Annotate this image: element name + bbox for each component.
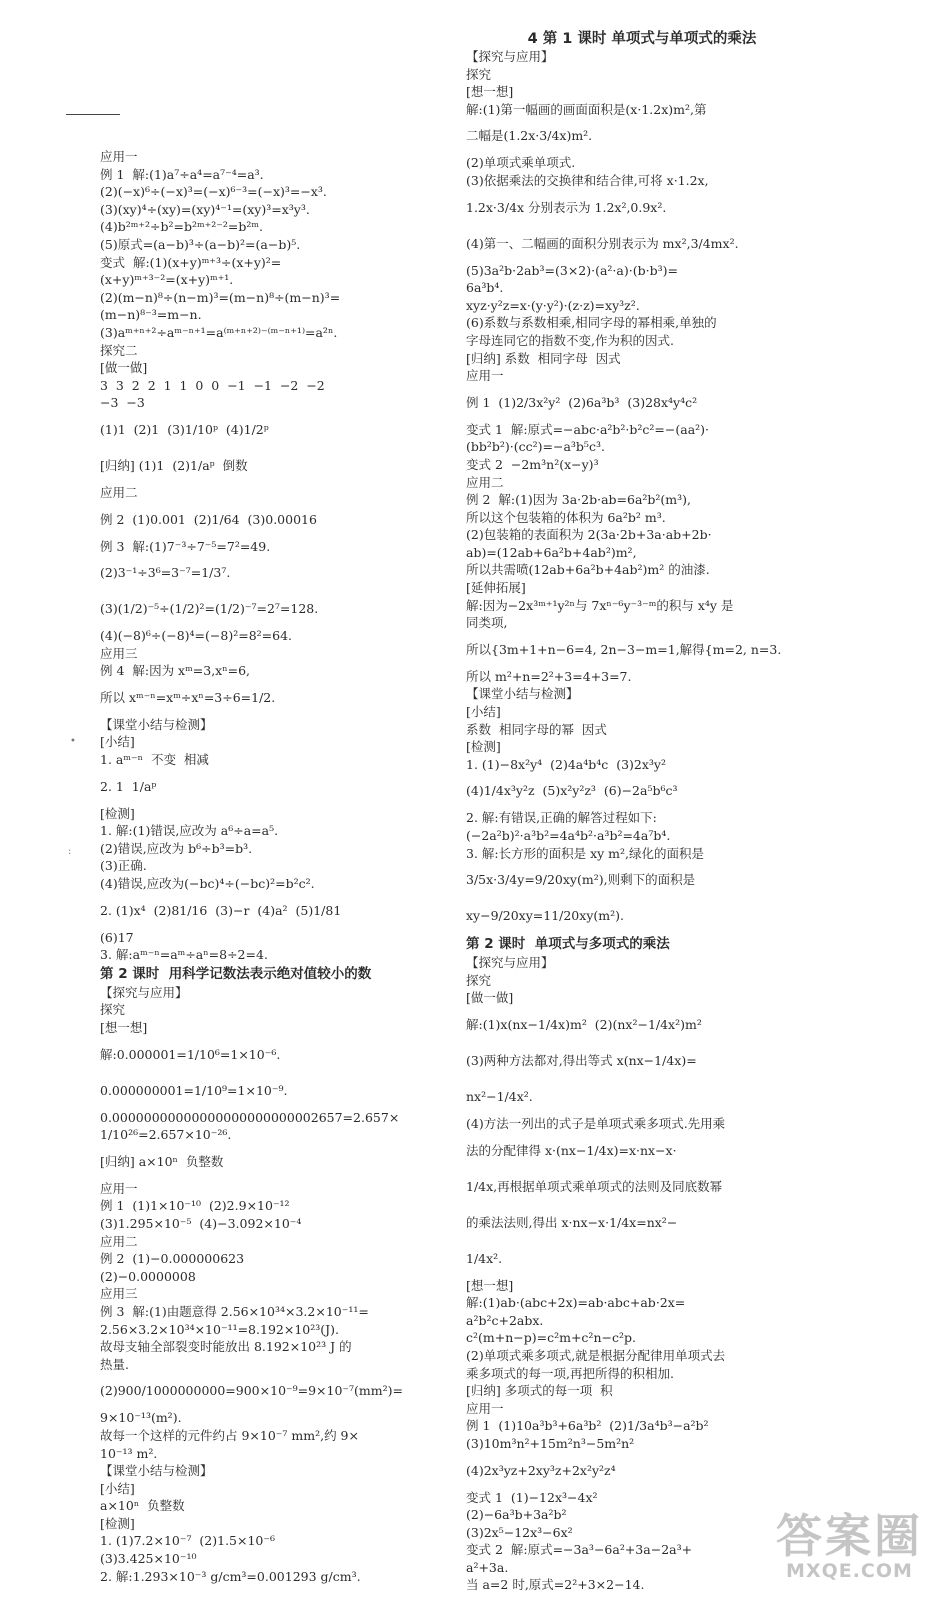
text-line: [做一做] [100,360,148,376]
text-line: 二幅是(1.2x·3/4x)m². [466,128,593,144]
text-line: 系数 相同字母的幂 因式 [466,721,607,737]
text-line: [检测] [100,1515,135,1531]
text-line: (3)1.295×10⁻⁵ (4)−3.092×10⁻⁴ [100,1215,302,1231]
watermark-logo-text: 答案圈 [776,1509,923,1563]
text-line: (2)(m−n)⁸÷(n−m)³=(m−n)⁸÷(m−n)³= [100,289,341,305]
text-line: (3)aᵐ⁺ⁿ⁺²÷aᵐ⁻ⁿ⁺¹=a⁽ᵐ⁺ⁿ⁺²⁾⁻⁽ᵐ⁻ⁿ⁺¹⁾=a²ⁿ. [100,324,338,340]
text-line: (2)900/1000000000=900×10⁻⁹=9×10⁻⁷(mm²)= [100,1383,403,1399]
text-line: 所以 m²+n=2²+3=4+3=7. [466,668,632,684]
text-line: [想一想] [466,84,514,100]
text-line: 例 3 解:(1)7⁻³÷7⁻⁵=7²=49. [100,538,271,554]
text-line: (4)第一、二幅画的面积分别表示为 mx²,3/4mx². [466,235,739,251]
page-title: 4 第 1 课时 单项式与单项式的乘法 [527,31,757,47]
text-line: (6)系数与系数相乘,相同字母的幂相乘,单独的 [466,315,717,331]
text-line: 变式 2 −2m³n²(x−y)³ [466,456,599,472]
text-line: 应用三 [100,1286,138,1302]
text-line: 探究 [466,972,492,988]
text-line: 【探究与应用】 [100,984,188,1000]
text-line: (5)3a²b·2ab³=(3×2)·(a²·a)·(b·b³)= [466,262,678,278]
text-line: 3/5x·3/4y=9/20xy(m²),则剩下的面积是 [466,872,696,888]
text-line: a²b²c+2abx. [466,1312,544,1328]
text-line: 应用二 [100,1233,138,1249]
text-line: [检测] [466,739,501,755]
text-line: 1.2x·3/4x 分别表示为 1.2x²,0.9x². [466,199,667,215]
text-line: 1. 解:(1)错误,应改为 a⁶÷a=a⁵. [100,823,279,839]
text-line: 例 3 解:(1)由题意得 2.56×10³⁴×3.2×10⁻¹¹= [100,1303,369,1319]
text-line: [小结] [100,734,135,750]
text-line: (1)1 (2)1 (3)1/10ᵖ (4)1/2ᵖ [100,421,269,437]
text-line: 应用一 [466,368,504,384]
text-line: [归纳] 系数 相同字母 因式 [466,350,621,366]
text-line: [归纳] a×10ⁿ 负整数 [100,1153,224,1169]
text-line: 应用三 [100,645,138,661]
text-line: 的乘法法则,得出 x·nx−x·1/4x=nx²− [466,1214,678,1230]
text-line: (2)3⁻¹÷3⁶=3⁻⁷=1/3⁷. [100,565,231,581]
text-line: 1/4x,再根据单项式乘单项式的法则及同底数幂 [466,1178,723,1194]
text-line: [检测] [100,805,135,821]
text-line: 【课堂小结与检测】 [466,686,579,702]
text-line: 故每一个这样的元件约占 9×10⁻⁷ mm²,约 9× [100,1427,359,1443]
text-line: (4)方法一列出的式子是单项式乘多项式.先用乘 [466,1115,726,1131]
text-line: [延伸拓展] [466,580,526,596]
text-line: nx²−1/4x². [466,1088,533,1104]
text-line: (3)依据乘法的交换律和结合律,可将 x·1.2x, [466,172,709,188]
text-line: (2)−6a³b+3a²b² [466,1507,567,1523]
text-line: (2)(−x)⁶÷(−x)³=(−x)⁶⁻³=(−x)³=−x³. [100,184,327,200]
text-line: [做一做] [466,990,514,1006]
text-line: (2)包装箱的表面积为 2(3a·2b+3a·ab+2b· [466,527,712,543]
text-line: 解:(1)第一幅画的画面面积是(x·1.2x)m²,第 [466,101,707,117]
text-line: ab)=(12ab+6a²b+4ab²)m², [466,544,637,560]
text-line: 【课堂小结与检测】 [100,1463,213,1479]
text-line: (bb²b²)·(cc²)=−a³b⁵c³. [466,439,605,455]
text-line: 【课堂小结与检测】 [100,716,213,732]
text-line: 解:(1)ab·(abc+2x)=ab·abc+ab·2x= [466,1295,686,1311]
section-heading: 第 2 课时 用科学记数法表示绝对值较小的数 [100,965,372,982]
text-line: 0.00000000000000000000000002657=2.657× [100,1109,400,1125]
text-line: 变式 解:(1)(x+y)ᵐ⁺³÷(x+y)²= [100,254,282,270]
text-line: (3)(1/2)⁻⁵÷(1/2)²=(1/2)⁻⁷=2⁷=128. [100,601,319,617]
text-line: c²(m+n−p)=c²m+c²n−c²p. [466,1330,636,1346]
text-line: 所以{3m+1+n−6=4, 2n−3−m=1,解得{m=2, n=3. [466,641,782,657]
text-line: 2. (1)x⁴ (2)81/16 (3)−r (4)a² (5)1/81 [100,902,342,918]
text-line: 【探究与应用】 [466,49,554,64]
text-line: 所以共需喷(12ab+6a²b+4ab²)m² 的油漆. [466,562,710,578]
text-line: (x+y)ᵐ⁺³⁻²=(x+y)ᵐ⁺¹. [100,272,234,288]
text-line: 所以 xᵐ⁻ⁿ=xᵐ÷xⁿ=3÷6=1/2. [100,689,276,705]
text-line: 变式 1 解:原式=−abc·a²b²·b²c²=−(aa²)· [466,421,710,437]
text-line: [归纳] 多项式的每一项 积 [466,1383,613,1399]
text-line: (4)错误,应改为(−bc)⁴÷(−bc)²=b²c². [100,876,315,892]
watermark [776,1509,923,1582]
text-line: 解:0.000001=1/10⁶=1×10⁻⁶. [100,1046,281,1062]
text-line: (3)两种方法都对,得出等式 x(nx−1/4x)= [466,1052,697,1068]
text-line: 应用一 [466,1400,504,1416]
text-line: 3 3 2 2 1 1 0 0 −1 −1 −2 −2 [100,377,325,393]
text-line: 变式 2 解:原式=−3a³−6a²+3a−2a³+ [466,1542,693,1558]
text-line: 解:因为−2x³ᵐ⁺¹y²ⁿ与 7xⁿ⁻⁶y⁻³⁻ᵐ的积与 x⁴y 是 [466,597,734,613]
text-line: 字母连同它的指数不变,作为积的因式. [466,332,674,348]
text-line: 例 1 (1)10a³b³+6a³b² (2)1/3a⁴b³−a²b² [466,1418,709,1434]
text-line: [归纳] (1)1 (2)1/aᵖ 倒数 [100,457,248,473]
text-line: 所以这个包装箱的体积为 6a²b² m³. [466,509,666,525]
text-line: 同类项, [466,615,508,631]
text-line: 2. 1 1/aᵖ [100,778,157,794]
section-heading: 第 2 课时 单项式与多项式的乘法 [466,936,670,953]
text-line: (−2a²b)²·a³b²=4a⁴b²·a³b²=4a⁷b⁴. [466,828,671,843]
text-line: 9×10⁻¹³(m²). [100,1410,182,1426]
text-line: 3. 解:长方形的面积是 xy m²,绿化的面积是 [466,845,705,861]
text-line: (5)原式=(a−b)³÷(a−b)²=(a−b)⁵. [100,236,301,252]
text-line: −3 −3 [100,395,145,411]
watermark-url: MXQE.COM [786,1560,913,1582]
text-line: 变式 1 (1)−12x³−4x² [466,1489,598,1505]
text-line: 2.56×3.2×10³⁴×10⁻¹¹=8.192×10²³(J). [100,1321,339,1337]
text-line: 6a³b⁴. [466,280,504,296]
text-line: [小结] [100,1480,135,1496]
text-line: 应用一 [100,149,138,164]
text-line: 当 a=2 时,原式=2²+3×2−14. [466,1577,645,1593]
text-line: 探究 [466,66,492,82]
text-line: 例 1 (1)1×10⁻¹⁰ (2)2.9×10⁻¹² [100,1198,290,1214]
text-line: [想一想] [466,1277,514,1293]
right-column [466,0,818,1594]
text-line: [想一想] [100,1020,148,1035]
text-line: 法的分配律得 x·(nx−1/4x)=x·nx−x· [466,1142,677,1158]
text-line: (2)单项式乘多项式,就是根据分配律用单项式去 [466,1347,726,1363]
text-line: 应用一 [100,1180,138,1196]
text-line: xy−9/20xy=11/20xy(m²). [466,908,624,924]
text-line: 10⁻¹³ m². [100,1445,158,1461]
text-line: 1. (1)7.2×10⁻⁷ (2)1.5×10⁻⁶ [100,1533,275,1549]
left-column [100,0,445,1585]
text-line: 解:(1)x(nx−1/4x)m² (2)(nx²−1/4x²)m² [466,1016,702,1032]
text-line: a×10ⁿ 负整数 [100,1498,185,1514]
text-line: 3. 解:aᵐ⁻ⁿ=aᵐ÷aⁿ=8÷2=4. [100,947,268,963]
text-line: 应用二 [100,484,138,500]
text-line: 例 2 解:(1)因为 3a·2b·ab=6a²b²(m³), [466,492,692,508]
text-line: 探究二 [100,342,138,358]
text-line: 故母支轴全部裂变时能放出 8.192×10²³ J 的 [100,1339,352,1355]
text-line: 2. 解:1.293×10⁻³ g/cm³=0.001293 g/cm³. [100,1568,361,1584]
text-line: 热量. [100,1356,129,1372]
text-line: 例 2 (1)0.001 (2)1/64 (3)0.00016 [100,511,317,527]
text-line: (3)2x⁵−12x³−6x² [466,1524,573,1540]
text-line: 1/4x². [466,1250,503,1266]
margin-mark: : [68,846,72,857]
text-line: [小结] [466,704,501,720]
text-line: (6)17 [100,929,134,945]
text-line: 探究 [100,1002,126,1018]
text-line: 1. aᵐ⁻ⁿ 不变 相减 [100,752,209,768]
text-line: (m−n)⁸⁻³=m−n. [100,307,202,323]
text-line: 应用二 [466,474,504,490]
text-line: 1. (1)−8x²y⁴ (2)4a⁴b⁴c (3)2x³y² [466,756,666,772]
text-line: 0.000000001=1/10⁹=1×10⁻⁹. [100,1082,288,1098]
text-line: a²+3a. [466,1559,509,1575]
text-line: 1/10²⁶=2.657×10⁻²⁶. [100,1127,232,1143]
text-line: 【探究与应用】 [466,955,554,971]
text-line: 乘多项式的每一项,再把所得的积相加. [466,1365,674,1381]
text-line: (2)−0.0000008 [100,1268,196,1284]
text-line: (4)1/4x³y²z (5)x²y²z³ (6)−2a⁵b⁶c³ [466,783,678,799]
margin-mark: • [70,736,76,747]
text-line: 2. 解:有错误,正确的解答过程如下: [466,810,657,826]
text-line: (2)错误,应改为 b⁶÷b³=b³. [100,840,253,856]
text-line: (3)10m³n²+15m²n³−5m²n² [466,1435,635,1451]
text-line: xyz·y²z=x·(y·y²)·(z·z)=xy³z². [466,297,640,313]
text-line: 例 2 (1)−0.000000623 [100,1251,245,1267]
text-line: (3)3.425×10⁻¹⁰ [100,1551,197,1567]
text-line: 例 4 解:因为 xᵐ=3,xⁿ=6, [100,663,251,679]
text-line: (4)b²ᵐ⁺²÷b²=b²ᵐ⁺²⁻²=b²ᵐ. [100,219,263,235]
text-line: 例 1 解:(1)a⁷÷a⁴=a⁷⁻⁴=a³. [100,166,264,182]
text-line: (4)(−8)⁶÷(−8)⁴=(−8)²=8²=64. [100,628,293,644]
text-line: (4)2x³yz+2xy³z+2x²y²z⁴ [466,1462,616,1478]
text-line: (3)正确. [100,858,147,874]
text-line: (2)单项式乘单项式. [466,155,576,171]
text-line: 例 1 (1)2/3x²y² (2)6a³b³ (3)28x⁴y⁴c² [466,394,698,410]
text-line: (3)(xy)⁴÷(xy)=(xy)⁴⁻¹=(xy)³=x³y³. [100,201,310,217]
